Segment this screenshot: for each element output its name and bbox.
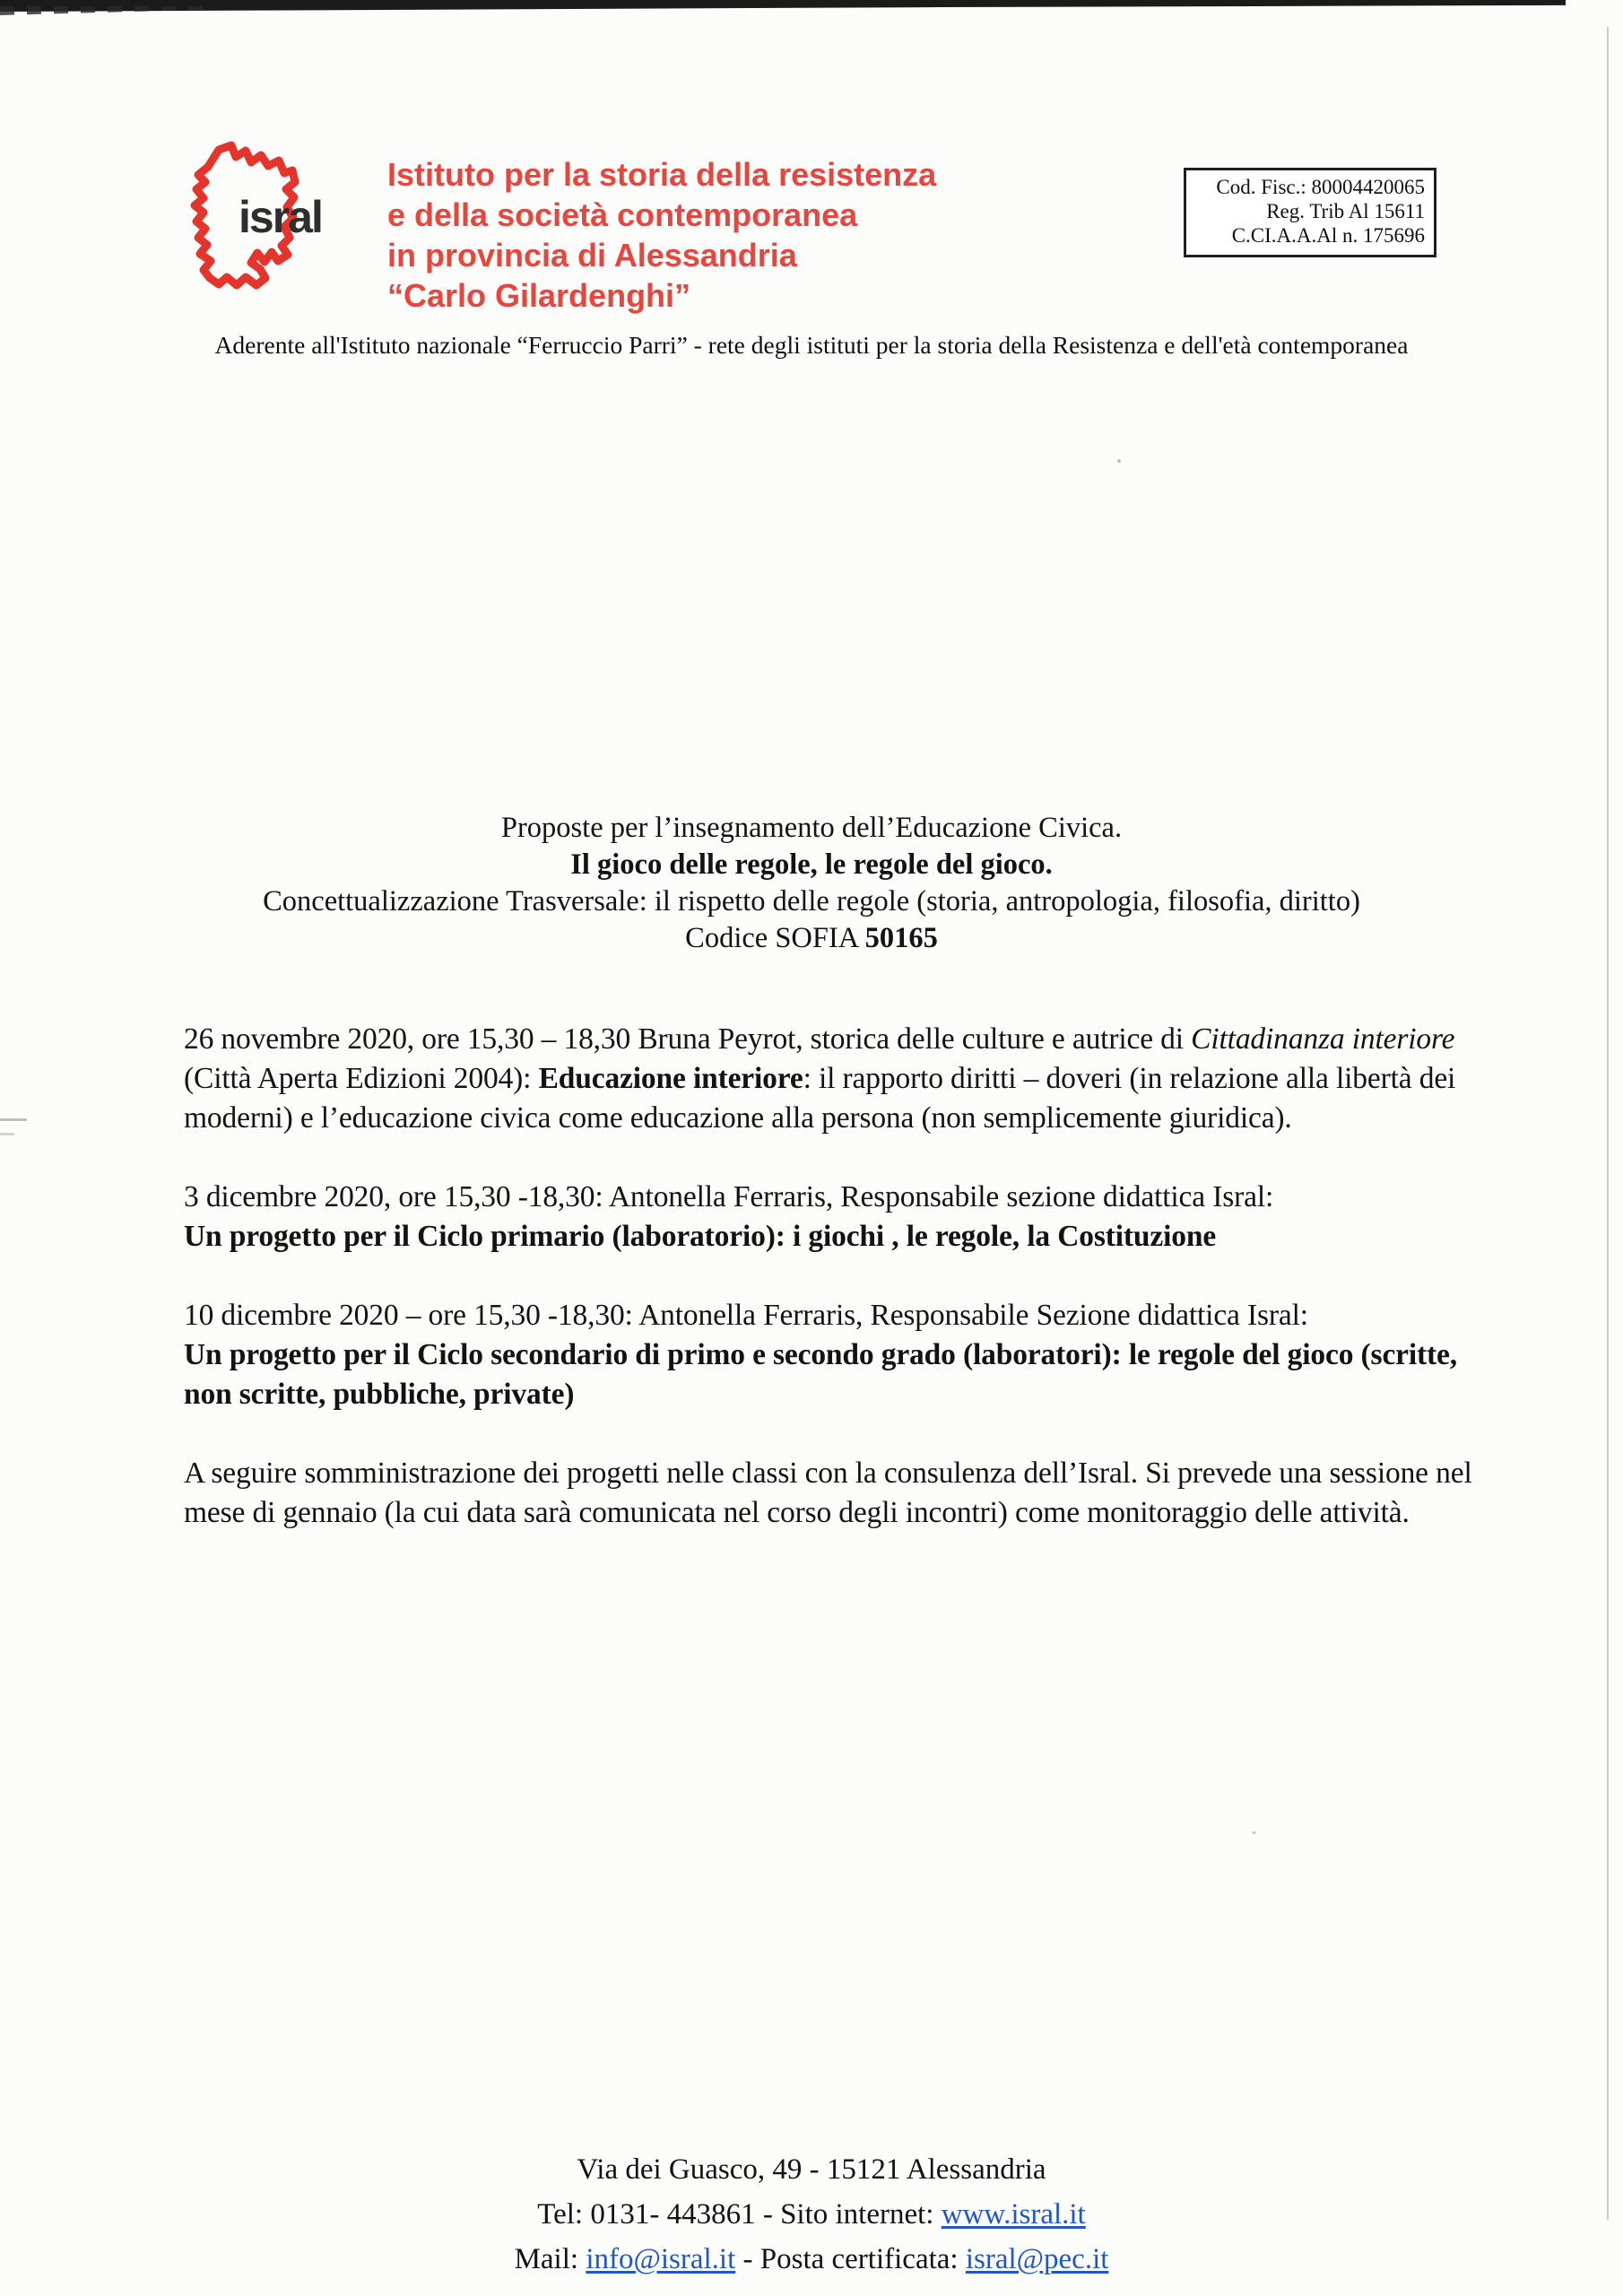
registry-line-reg-trib: Reg. Trib Al 15611 xyxy=(1266,200,1425,222)
affiliation-line: Aderente all'Istituto nazionale “Ferruccio Parri” - rete degli istituti per la storia della Resistenza e dell'età contemporanea xyxy=(214,331,1409,359)
link-www-isral[interactable]: www.isral.it xyxy=(941,2198,1086,2231)
paragraph-session-1 xyxy=(184,1020,1475,1138)
text-segment: Tel: 0131- 443861 - Sito internet: xyxy=(537,2198,942,2231)
text-segment: - Posta certificata: xyxy=(735,2243,966,2275)
isral-logo-graphic xyxy=(152,126,386,323)
org-name-line-1: Istituto per la storia della resistenza xyxy=(387,156,937,193)
text-segment: Un progetto per il Ciclo secondario di primo e secondo grado (laboratori): le regole del gioco (scritte, non scritte, pubbliche, private) xyxy=(184,1338,1457,1411)
title-block xyxy=(0,810,1623,957)
title-line-2: Il gioco delle regole, le regole del gioco. xyxy=(570,848,1053,881)
body-text xyxy=(184,1020,1475,1572)
text-segment: Mail: xyxy=(514,2243,586,2275)
scan-artifact-left-mark xyxy=(0,1133,14,1135)
text-segment: (Città Aperta Edizioni 2004): xyxy=(184,1062,539,1095)
sofia-code-label: Codice SOFIA xyxy=(685,922,865,954)
org-name-line-4: “Carlo Gilardenghi” xyxy=(387,277,691,314)
org-name-line-3: in provincia di Alessandria xyxy=(387,237,797,274)
org-name-line-2: e della società contemporanea xyxy=(387,196,858,233)
title-line-4 xyxy=(0,920,1623,957)
sofia-code-value: 50165 xyxy=(864,922,938,954)
registry-box xyxy=(1184,168,1436,257)
text-segment: 3 dicembre 2020, ore 15,30 -18,30: Antonella Ferraris, Responsabile sezione didattica Isral: xyxy=(184,1180,1274,1213)
paragraph-followup xyxy=(184,1454,1475,1533)
title-line-3: Concettualizzazione Trasversale: il rispetto delle regole (storia, antropologia, filosofia, diritto) xyxy=(263,885,1360,918)
title-line-1: Proposte per l’insegnamento dell’Educazione Civica. xyxy=(500,812,1123,844)
paragraph-session-2 xyxy=(184,1178,1475,1257)
link-pec-mail[interactable]: isral@pec.it xyxy=(965,2243,1109,2275)
text-segment: Un progetto per il Ciclo primario (laboratorio): i giochi , le regole, la Costituzione xyxy=(184,1220,1217,1253)
scan-artifact-top-strip xyxy=(0,0,1566,12)
scan-artifact-left-mark xyxy=(0,1118,27,1121)
org-name xyxy=(387,154,936,316)
footer xyxy=(0,2147,1623,2282)
scan-artifact-speck xyxy=(1252,1831,1256,1834)
text-segment: 10 dicembre 2020 – ore 15,30 -18,30: Antonella Ferraris, Responsabile Sezione didattica Isral: xyxy=(184,1299,1308,1332)
text-segment: Cittadinanza interiore xyxy=(1191,1022,1455,1056)
text-segment: A seguire somministrazione dei progetti nelle classi con la consulenza dell’Isral. Si prevede una sessione nel mese di gennaio (la cui data sarà comunicata nel corso degli incontri) come monitoraggio delle attività. xyxy=(184,1457,1472,1529)
text-segment: 26 novembre 2020, ore 15,30 – 18,30 Bruna Peyrot, storica delle culture e autrice di xyxy=(184,1022,1192,1056)
text-segment: : il rapporto diritti – doveri (in relazione alla libertà dei moderni) e l’educazione civica come educazione alla persona (non semplicemente giuridica). xyxy=(184,1062,1456,1135)
text-segment: Educazione interiore xyxy=(538,1062,803,1095)
link-mail-info[interactable]: info@isral.it xyxy=(586,2243,736,2275)
registry-line-cod-fisc: Cod. Fisc.: 80004420065 xyxy=(1216,176,1425,198)
scan-artifact-speck xyxy=(1117,459,1121,463)
footer-contacts xyxy=(0,2192,1623,2237)
registry-line-cciaa: C.CI.A.A.Al n. 175696 xyxy=(1231,224,1425,247)
footer-mail xyxy=(0,2237,1623,2282)
logo-text: isral xyxy=(239,192,322,242)
isral-logo xyxy=(152,126,386,323)
paragraph-session-3 xyxy=(184,1296,1475,1414)
footer-address: Via dei Guasco, 49 - 15121 Alessandria xyxy=(577,2153,1046,2186)
